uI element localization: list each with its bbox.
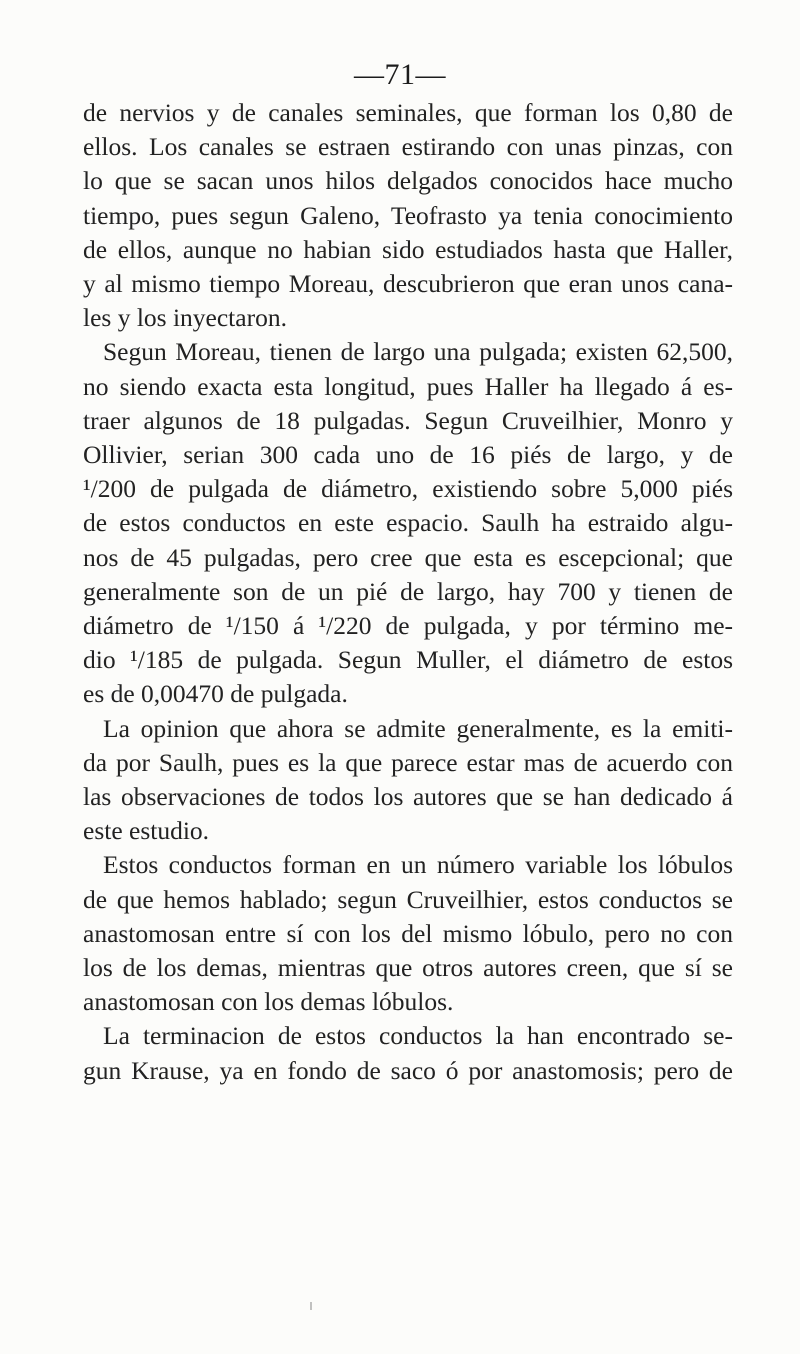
text-line: de ellos, aunque no habian sido estudiados hasta que Haller, <box>83 234 733 264</box>
text-line: lo que se sacan unos hilos delgados conocidos hace mucho <box>83 166 733 196</box>
text-line: Estos conductos forman en un número variable los lóbulos <box>103 850 733 880</box>
text-line: generalmente son de un pié de largo, hay 700 y tienen de <box>83 576 733 606</box>
text-line: es de 0,00470 de pulgada. <box>83 679 348 709</box>
text-line: de estos conductos en este espacio. Saulh ha estraido algu- <box>83 508 733 538</box>
text-line: y al mismo tiempo Moreau, descubrieron que eran unos cana- <box>83 269 733 299</box>
body-text <box>83 96 733 1088</box>
text-line: las observaciones de todos los autores que se han dedicado á <box>83 782 733 812</box>
print-mark <box>310 1302 312 1310</box>
text-line: traer algunos de 18 pulgadas. Segun Cruveilhier, Monro y <box>83 405 733 435</box>
text-line: de nervios y de canales seminales, que forman los 0,80 de <box>83 98 733 127</box>
text-line: da por Saulh, pues es la que parece estar mas de acuerdo con <box>83 747 733 777</box>
text-line: les y los inyectaron. <box>83 303 287 333</box>
text-line: los de los demas, mientras que otros autores creen, que sí se <box>83 953 733 983</box>
text-line: La opinion que ahora se admite generalmente, es la emiti- <box>103 713 733 743</box>
text-line: La terminacion de estos conductos la han encontrado se- <box>103 1021 733 1051</box>
text-line: diámetro de ¹/150 á ¹/220 de pulgada, y por término me- <box>83 611 733 641</box>
text-line: ¹/200 de pulgada de diámetro, existiendo sobre 5,000 piés <box>83 474 733 504</box>
text-line: nos de 45 pulgadas, pero cree que esta es escepcional; que <box>83 542 733 572</box>
text-line: ellos. Los canales se estraen estirando con unas pinzas, con <box>83 132 733 162</box>
text-line: gun Krause, ya en fondo de saco ó por anastomosis; pero de <box>83 1055 733 1085</box>
text-line: no siendo exacta esta longitud, pues Haller ha llegado á es- <box>83 371 733 401</box>
text-line: dio ¹/185 de pulgada. Segun Muller, el diámetro de estos <box>83 645 733 675</box>
text-line: anastomosan con los demas lóbulos. <box>83 987 454 1017</box>
text-line: de que hemos hablado; segun Cruveilhier, estos conductos se <box>83 884 733 914</box>
text-line: Segun Moreau, tienen de largo una pulgada; existen 62,500, <box>103 337 733 367</box>
text-line: anastomosan entre sí con los del mismo lóbulo, pero no con <box>83 918 733 948</box>
page-number: —71— <box>354 58 446 91</box>
text-line: tiempo, pues segun Galeno, Teofrasto ya tenia conocimiento <box>83 200 733 230</box>
text-line: Ollivier, serian 300 cada uno de 16 piés de largo, y de <box>83 440 733 470</box>
text-line: este estudio. <box>83 816 210 846</box>
